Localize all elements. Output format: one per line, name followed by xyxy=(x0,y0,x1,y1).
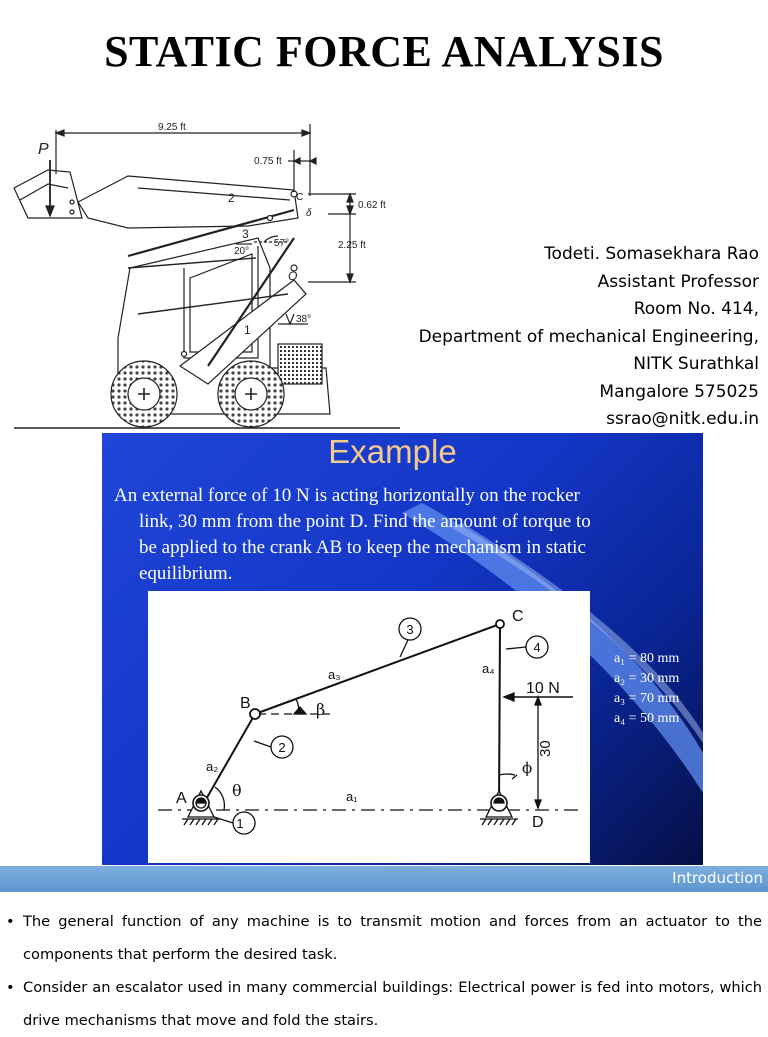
link-4-number: 4 xyxy=(533,640,541,655)
dim-offset-label: 0.75 ft xyxy=(254,156,282,167)
author-name: Todeti. Somasekhara Rao xyxy=(544,244,759,264)
link-2-label: 2 xyxy=(228,191,235,205)
bullet-item: • Consider an escalator used in many commercial buildings: Electrical power is fed into motors, which drive mechanisms that move and fold the stairs. xyxy=(6,979,762,1029)
point-a-label: A xyxy=(176,790,187,807)
point-d-label: D xyxy=(532,814,544,831)
author-room: Room No. 414, xyxy=(633,299,759,319)
theta-label: θ xyxy=(232,781,242,800)
section-label: Introduction xyxy=(672,869,763,887)
param-a1: a₁ = 80 mm xyxy=(614,651,680,666)
param-a2: a₂ = 30 mm xyxy=(614,671,680,686)
bullet-text: Consider an escalator used in many commercial buildings: Electrical power is fed into motors, which drive mechanisms that move and fold the stairs. xyxy=(23,979,762,1029)
author-email: ssrao@nitk.edu.in xyxy=(606,409,759,429)
link-lengths xyxy=(614,649,679,729)
dist-30-label: 30 xyxy=(537,740,554,757)
link-1-label: 1 xyxy=(244,323,251,337)
beta-label: β xyxy=(316,700,326,719)
force-10n-label: 10 N xyxy=(526,680,560,697)
angle-delta-label: δ xyxy=(306,208,312,219)
author-position: Assistant Professor xyxy=(597,271,759,292)
force-label-p: P xyxy=(38,141,49,158)
section-bar xyxy=(0,866,768,892)
loader-diagram xyxy=(8,118,400,434)
problem-line: An external force of 10 N is acting horizontally on the rocker xyxy=(114,485,580,506)
dim-width-label: 9.25 ft xyxy=(158,122,186,133)
engine-grille xyxy=(278,344,322,384)
slide-title: Example xyxy=(328,433,457,470)
bullet-item: • The general function of any machine is to transmit motion and forces from an actuator to the components that perform the desired task. xyxy=(6,913,762,963)
problem-statement xyxy=(114,483,684,587)
param-a4: a₄ = 50 mm xyxy=(614,711,680,726)
point-c-label: C xyxy=(296,192,304,203)
author-institute: NITK Surathkal xyxy=(633,354,759,374)
link-1-number: 1 xyxy=(236,816,244,831)
link-3-label: 3 xyxy=(242,227,249,241)
len-a1-label: a₁ xyxy=(346,789,358,804)
link-2-number: 2 xyxy=(278,740,286,755)
author-info xyxy=(419,241,759,434)
angle-38-label: 38° xyxy=(296,314,312,325)
problem-line: equilibrium. xyxy=(139,563,233,584)
bullet-text: The general function of any machine is to transmit motion and forces from an actuator to the components that perform the desired task. xyxy=(23,913,762,963)
len-a3-label: a₃ xyxy=(328,667,341,682)
param-a3: a₃ = 70 mm xyxy=(614,691,680,706)
angle-20-label: 20° xyxy=(234,246,250,257)
len-a4-label: a₄ xyxy=(482,661,495,676)
point-o-label: O xyxy=(288,269,298,283)
author-city: Mangalore 575025 xyxy=(599,381,759,402)
phi-label: ϕ xyxy=(522,759,533,777)
problem-line: be applied to the crank AB to keep the mechanism in static xyxy=(139,537,586,558)
angle-57-label: 57° xyxy=(274,238,290,249)
page-title: STATIC FORCE ANALYSIS xyxy=(104,27,664,76)
problem-line: link, 30 mm from the point D. Find the amount of torque to xyxy=(139,511,591,532)
len-a2-label: a₂ xyxy=(206,759,219,774)
bullet-list xyxy=(0,905,768,1037)
author-department: Department of mechanical Engineering, xyxy=(418,326,759,347)
dim-rise-label: 0.62 ft xyxy=(358,200,386,211)
point-c-label-mech: C xyxy=(512,608,524,625)
four-bar-mechanism xyxy=(148,591,590,863)
link-3-number: 3 xyxy=(406,622,414,637)
point-b-label: B xyxy=(240,695,251,712)
dim-height-label: 2.25 ft xyxy=(338,240,366,251)
example-slide xyxy=(102,433,703,865)
